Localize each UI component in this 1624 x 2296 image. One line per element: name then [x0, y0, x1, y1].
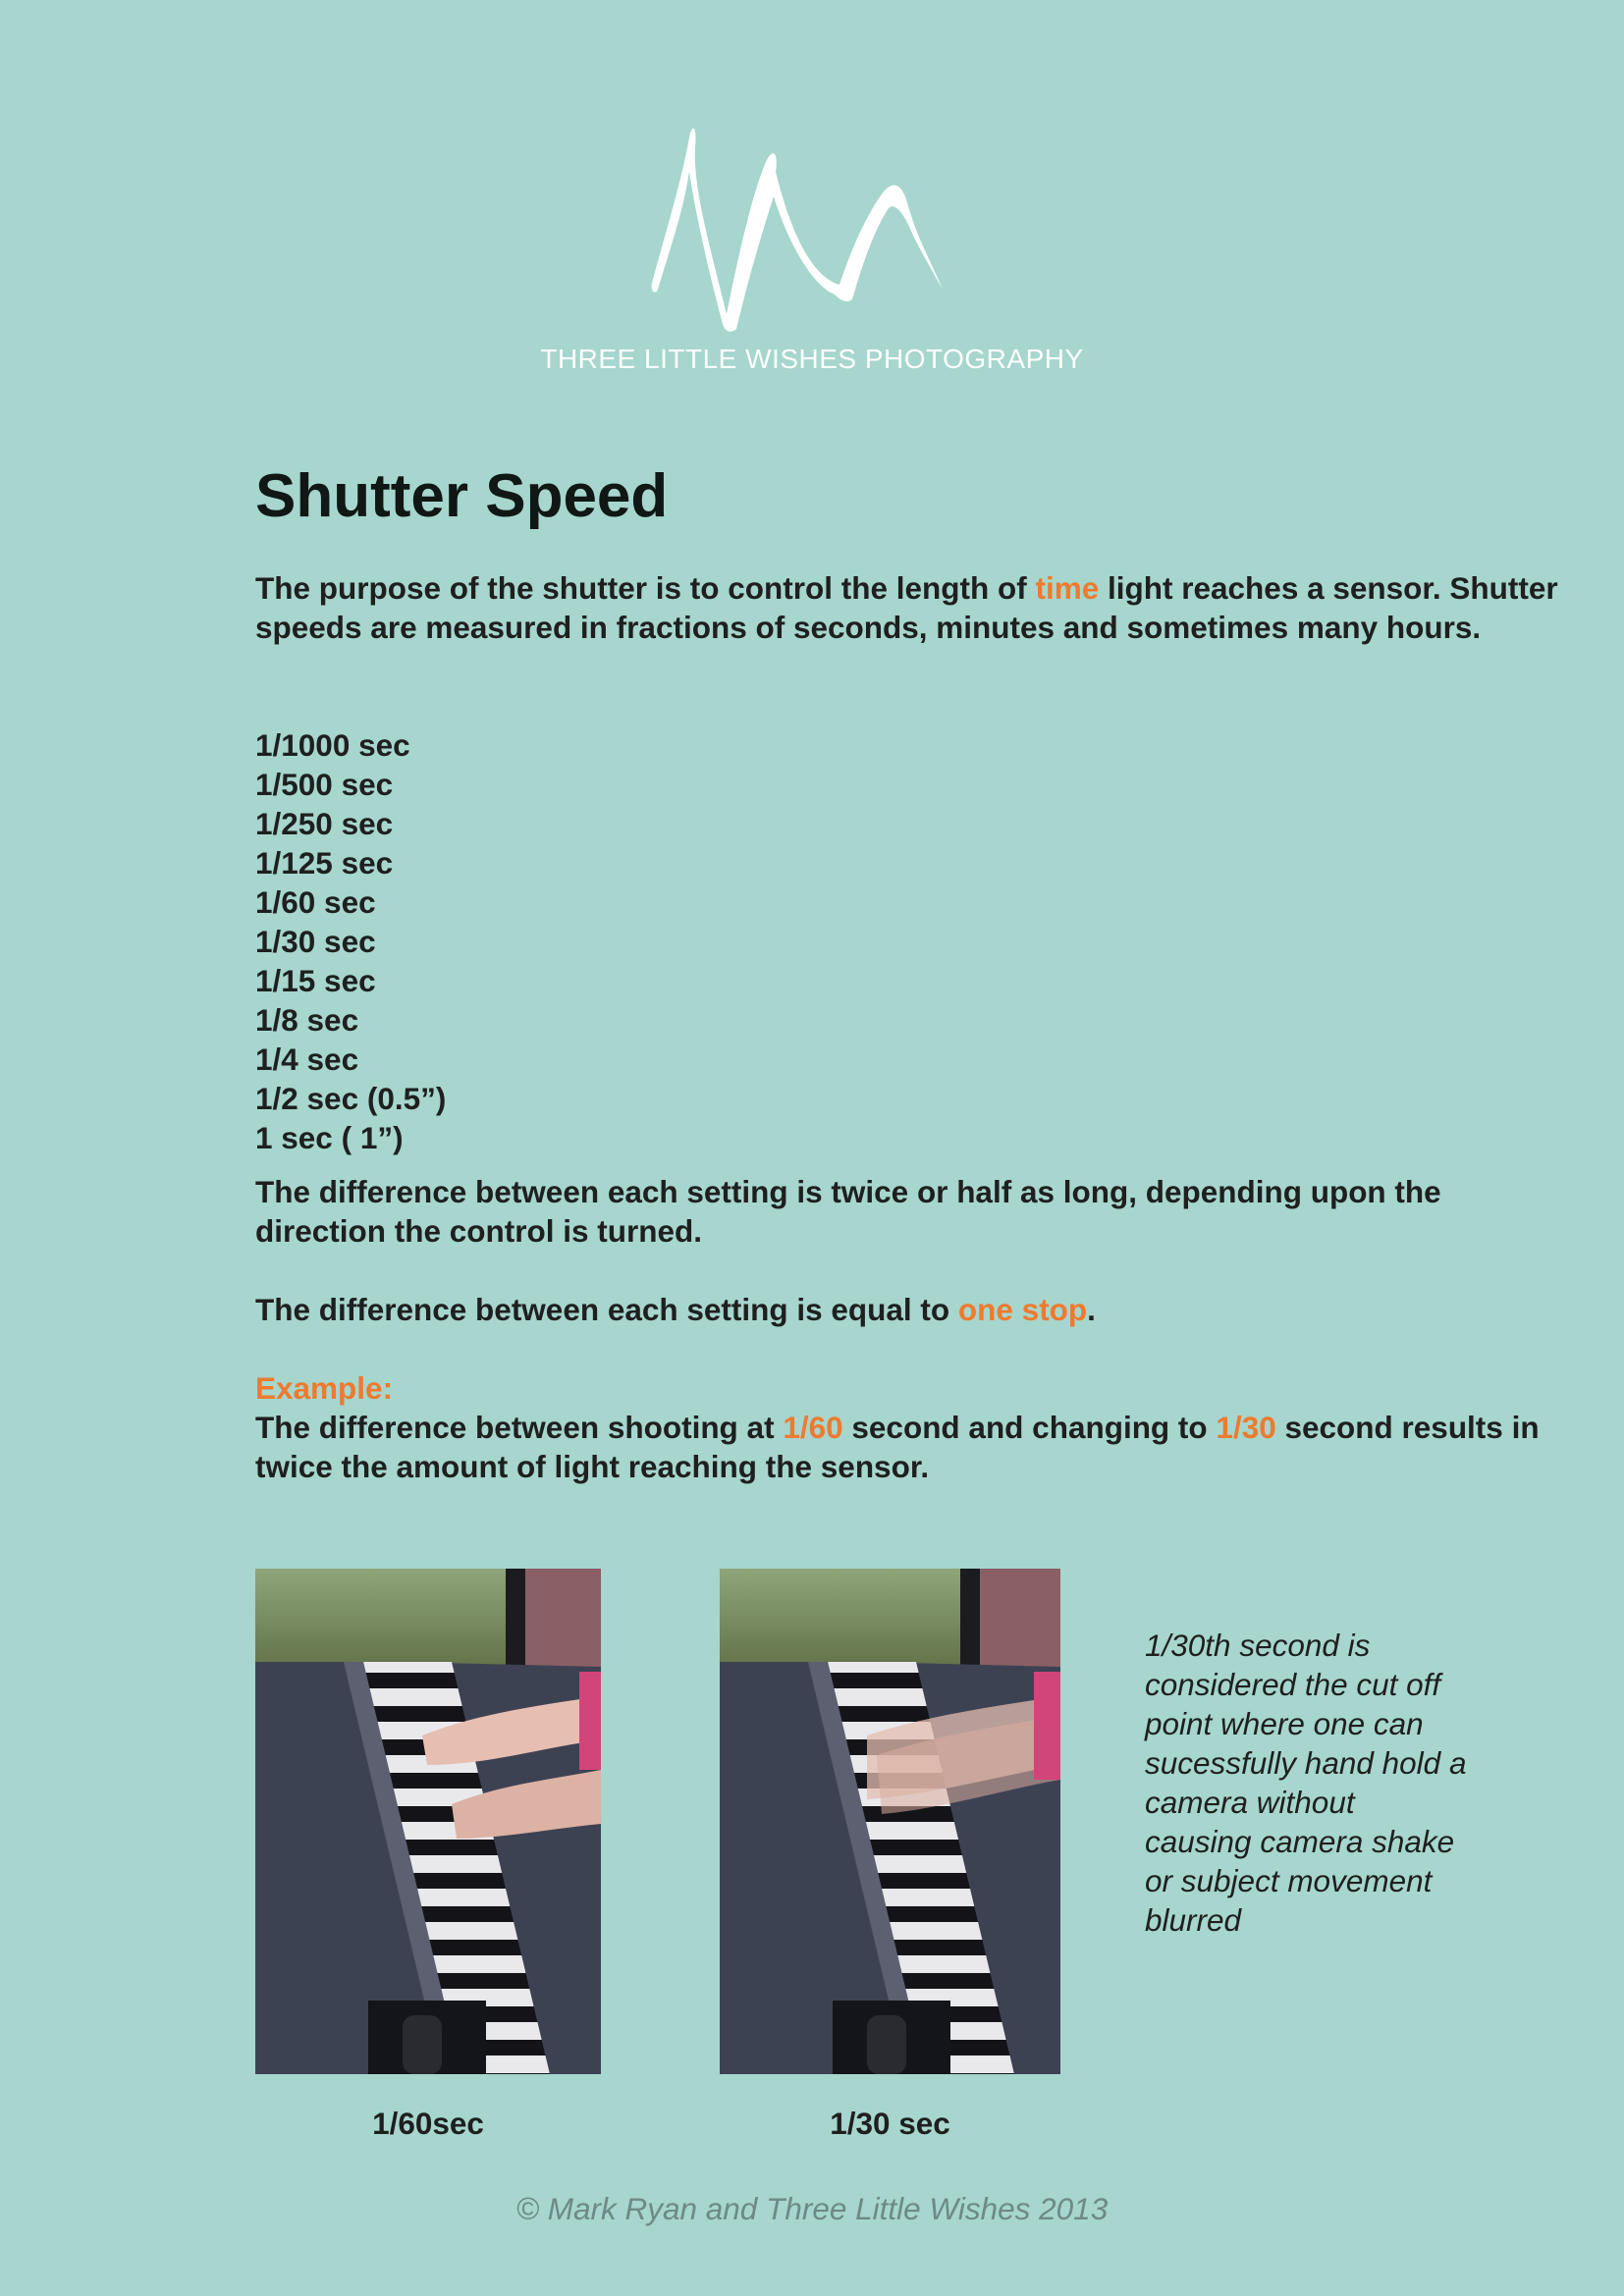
intro-text-after: light reaches a sensor. Shutter speeds are measured in fractions of seconds, minutes and sometimes many hours. [255, 570, 1558, 645]
speed-item: 1/125 sec [255, 845, 394, 881]
difference-direction-paragraph: The difference between each setting is twice or half as long, depending upon the direction the control is turned. [255, 1174, 1441, 1249]
example-speed1: 1/60 [783, 1410, 843, 1445]
example-part1: The difference between shooting at [255, 1410, 784, 1445]
stop-highlight: one stop [957, 1292, 1088, 1327]
photo-sharp-keyboard [255, 1569, 601, 2074]
example-paragraph [255, 1408, 1561, 1486]
speed-item: 1/4 sec [255, 1041, 359, 1077]
stop-text-after: . [1087, 1292, 1096, 1327]
speed-item: 1/2 sec (0.5”) [255, 1081, 447, 1116]
photo-blurred-keyboard [720, 1569, 1060, 2074]
speed-item: 1/15 sec [255, 963, 376, 998]
example-speed2: 1/30 [1216, 1410, 1276, 1445]
photo-caption-sharp: 1/60sec [372, 2106, 484, 2141]
speed-item: 1/1000 sec [255, 727, 410, 763]
speed-item: 1/60 sec [255, 884, 376, 920]
intro-paragraph [255, 568, 1561, 647]
mountain-initials-logo-icon [638, 118, 962, 334]
example-part2: second and changing to [842, 1410, 1217, 1445]
photo-caption-blurred: 1/30 sec [830, 2106, 950, 2141]
speed-item: 1 sec ( 1”) [255, 1120, 404, 1155]
speed-item: 1/30 sec [255, 924, 376, 959]
logo-text: THREE LITTLE WISHES PHOTOGRAPHY [540, 344, 1084, 374]
stop-text-before: The difference between each setting is equal to [255, 1292, 958, 1327]
difference-stop-paragraph [255, 1290, 1561, 1329]
intro-highlight: time [1035, 570, 1100, 606]
example-label: Example: [255, 1370, 394, 1406]
copyright-footer: © Mark Ryan and Three Little Wishes 2013 [515, 2191, 1109, 2226]
shutter-speed-list [255, 725, 446, 1157]
speed-item: 1/250 sec [255, 806, 394, 841]
example-part3: second results in twice the amount of light reaching the sensor. [255, 1410, 1540, 1484]
speed-item: 1/500 sec [255, 767, 394, 802]
speed-item: 1/8 sec [255, 1002, 359, 1038]
intro-text-before: The purpose of the shutter is to control the length of [255, 570, 1036, 606]
page-title: Shutter Speed [255, 462, 669, 530]
side-note: 1/30th second is considered the cut off point where one can sucessfully hand hold a camera without causing camera shake or subject movement blurred [1145, 1628, 1467, 1938]
